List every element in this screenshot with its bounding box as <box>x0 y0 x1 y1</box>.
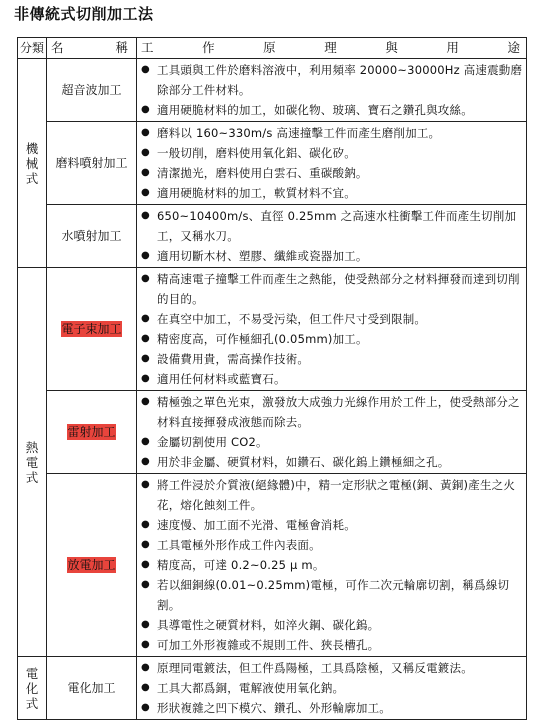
table-row <box>18 205 527 268</box>
bullet-item: ● 適用任何材料或藍寶石。 <box>141 369 524 389</box>
bullet-item: ● 精密度高，可作極細孔(0.05mm)加工。 <box>141 329 524 349</box>
method-name-cell <box>47 205 137 268</box>
method-description-cell <box>137 205 527 268</box>
process-table <box>17 37 527 720</box>
category-char: 電 <box>25 665 39 681</box>
bullet-item: ● 用於非金屬、硬質材料，如鑽石、碳化鎢上鑽極細之孔。 <box>141 452 524 472</box>
method-name-cell <box>47 268 137 391</box>
header-desc-char: 與 <box>385 40 398 55</box>
bullet-item: ● 650~10400m/s、直徑 0.25mm 之高速水柱衝擊工件而產生切削加工，又稱水刀。 <box>141 206 524 246</box>
category-cell <box>18 268 47 657</box>
bullet-item: ● 可加工外形複雜或不規則工件、狹長槽孔。 <box>141 635 524 655</box>
category-cell <box>18 59 47 268</box>
bullet-item: ● 設備費用貴，需高操作技術。 <box>141 349 524 369</box>
bullet-list <box>141 206 524 266</box>
header-description <box>137 38 527 59</box>
method-description-cell <box>137 391 527 474</box>
method-name: 電化加工 <box>67 681 116 695</box>
header-desc-char: 工 <box>141 40 154 55</box>
header-desc-char: 理 <box>324 40 337 55</box>
method-description-cell <box>137 59 527 122</box>
category-cell <box>18 657 47 720</box>
method-name-cell <box>47 474 137 657</box>
bullet-list <box>141 123 524 203</box>
table-row <box>18 268 527 391</box>
bullet-item: ● 一般切削，磨料使用氧化鋁、碳化矽。 <box>141 143 524 163</box>
method-description-cell <box>137 657 527 720</box>
bullet-list <box>141 269 524 389</box>
method-name: 雷射加工 <box>67 425 116 439</box>
bullet-item: ● 在真空中加工，不易受污染，但工件尺寸受到限制。 <box>141 309 524 329</box>
page-title: 非傳統式切削加工法 <box>14 5 154 23</box>
bullet-item: ● 適用硬脆材料的加工，軟質材料不宜。 <box>141 183 524 203</box>
category-char: 式 <box>25 469 39 485</box>
bullet-list <box>141 392 524 472</box>
header-category: 分類 <box>18 38 47 59</box>
table-header-row <box>18 38 527 59</box>
header-name <box>47 38 137 59</box>
bullet-item: ● 工具頭與工件於磨料溶液中，利用頻率 20000~30000Hz 高速震動磨除部分工件材料。 <box>141 60 524 100</box>
bullet-item: ● 精度高，可達 0.2~0.25 μ m。 <box>141 555 524 575</box>
bullet-item: ● 適用硬脆材料的加工，如碳化物、玻璃、寶石之鑽孔與攻絲。 <box>141 100 524 120</box>
bullet-list <box>141 60 524 120</box>
bullet-item: ● 精極強之單色光束，激發放大成強力光線作用於工件上，使受熱部分之材料直接揮發成液態而除去。 <box>141 392 524 432</box>
method-name: 水噴射加工 <box>61 229 122 243</box>
bullet-item: ● 具導電性之硬質材料，如淬火鋼、碳化鎢。 <box>141 615 524 635</box>
bullet-item: ● 形狀複雜之凹下模穴、鑽孔、外形輪廓加工。 <box>141 698 524 718</box>
table-row <box>18 657 527 720</box>
category-char: 機 <box>25 140 39 156</box>
bullet-item: ● 若以細銅線(0.01~0.25mm)電極，可作二次元輪廓切割，稱爲線切割。 <box>141 575 524 615</box>
table-row <box>18 59 527 122</box>
bullet-item: ● 原理同電鍍法，但工件爲陽極，工具爲陰極，又稱反電鍍法。 <box>141 658 524 678</box>
table-row <box>18 122 527 205</box>
bullet-item: ● 工具大都爲銅，電解液使用氧化鈉。 <box>141 678 524 698</box>
bullet-item: ● 精高速電子撞擊工件而產生之熱能，使受熱部分之材料揮發而達到切削的目的。 <box>141 269 524 309</box>
header-name-char: 稱 <box>115 40 128 55</box>
method-description-cell <box>137 474 527 657</box>
method-description-cell <box>137 122 527 205</box>
method-name-cell <box>47 122 137 205</box>
category-char: 化 <box>25 680 39 696</box>
bullet-item: ● 清潔拋光，磨料使用白雲石、重碳酸鈉。 <box>141 163 524 183</box>
category-char: 械 <box>25 155 39 171</box>
bullet-list <box>141 658 524 718</box>
method-description-cell <box>137 268 527 391</box>
bullet-item: ● 磨料以 160~330m/s 高速撞擊工件而產生磨削加工。 <box>141 123 524 143</box>
bullet-item: ● 工具電極外形作成工件內表面。 <box>141 535 524 555</box>
category-char: 電 <box>25 454 39 470</box>
bullet-list <box>141 475 524 655</box>
header-desc-char: 原 <box>263 40 276 55</box>
header-desc-char: 途 <box>507 40 520 55</box>
bullet-item: ● 適用切斷木材、塑膠、纖維或瓷器加工。 <box>141 246 524 266</box>
header-name-char: 名 <box>51 40 64 55</box>
bullet-item: ● 速度慢、加工面不光滑、電極會消耗。 <box>141 515 524 535</box>
table-row <box>18 391 527 474</box>
bullet-item: ● 金屬切割使用 CO2。 <box>141 432 524 452</box>
method-name: 電子束加工 <box>61 322 122 336</box>
method-name: 超音波加工 <box>61 83 122 97</box>
table-row <box>18 474 527 657</box>
method-name-cell <box>47 59 137 122</box>
header-desc-char: 用 <box>446 40 459 55</box>
category-char: 式 <box>25 170 39 186</box>
header-desc-char: 作 <box>202 40 215 55</box>
method-name: 放電加工 <box>67 558 116 572</box>
category-char: 式 <box>25 695 39 711</box>
bullet-item: ● 將工件浸於介質液(絕緣體)中，精一定形狀之電極(銅、黃銅)產生之火花，熔化蝕刻工件。 <box>141 475 524 515</box>
method-name-cell <box>47 391 137 474</box>
method-name: 磨料噴射加工 <box>55 156 128 170</box>
method-name-cell <box>47 657 137 720</box>
category-char: 熱 <box>25 439 39 455</box>
